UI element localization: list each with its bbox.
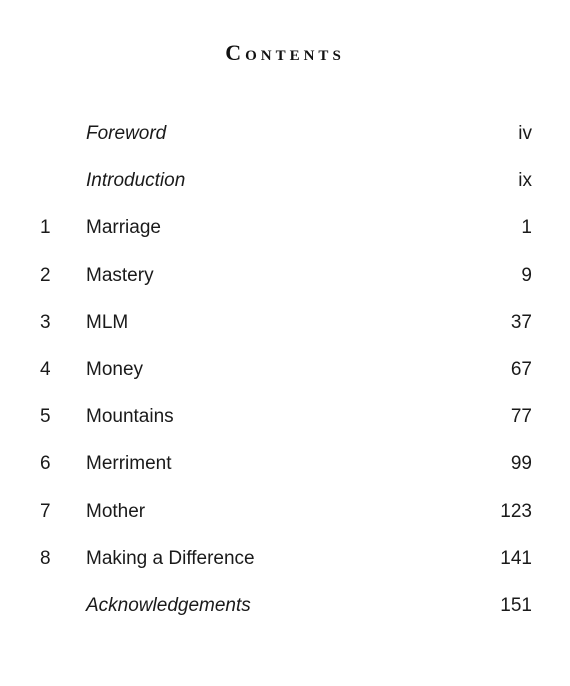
chapter-number: 2 xyxy=(40,264,51,286)
toc-list xyxy=(0,120,570,639)
chapter-title: Making a Difference xyxy=(86,547,255,569)
chapter-title: Introduction xyxy=(86,170,186,192)
chapter-title: Money xyxy=(86,358,144,380)
page-number: 1 xyxy=(521,217,532,239)
chapter-title: Marriage xyxy=(86,217,161,239)
chapter-title: Acknowledgements xyxy=(86,594,251,616)
chapter-number: 8 xyxy=(40,547,51,569)
chapter-number: 1 xyxy=(40,217,51,239)
chapter-number: 4 xyxy=(40,358,51,380)
chapter-number: 3 xyxy=(40,311,51,333)
page-title: Contents xyxy=(225,40,345,65)
chapter-title: Mastery xyxy=(86,264,154,286)
chapter-title: Mother xyxy=(86,500,146,522)
toc-entry-mastery[interactable] xyxy=(0,262,570,309)
toc-entry-money[interactable] xyxy=(0,356,570,403)
toc-entry-mlm[interactable] xyxy=(0,309,570,356)
page-number: 77 xyxy=(510,406,532,428)
toc-entry-mother[interactable] xyxy=(0,498,570,545)
page-number: 67 xyxy=(510,358,532,380)
chapter-title: MLM xyxy=(86,311,129,333)
chapter-title: Foreword xyxy=(86,123,167,144)
chapter-number: 6 xyxy=(40,453,51,475)
toc-entry-making-a-difference[interactable] xyxy=(0,545,570,592)
chapter-number: 5 xyxy=(40,406,51,428)
page-number: 123 xyxy=(500,500,532,522)
page-number: 99 xyxy=(510,453,532,475)
page-number: 141 xyxy=(500,547,532,569)
toc-entry-mountains[interactable] xyxy=(0,403,570,450)
chapter-title: Mountains xyxy=(86,406,174,428)
toc-entry-foreword[interactable] xyxy=(0,120,570,167)
page-number: 151 xyxy=(500,594,532,616)
toc-entry-marriage[interactable] xyxy=(0,214,570,261)
page-number: ix xyxy=(518,170,532,192)
chapter-number: 7 xyxy=(40,500,51,522)
chapter-title: Merriment xyxy=(86,453,172,475)
page-number: 37 xyxy=(510,311,532,333)
toc-entry-merriment[interactable] xyxy=(0,450,570,497)
page-number: iv xyxy=(518,123,532,144)
page-number: 9 xyxy=(521,264,532,286)
toc-entry-introduction[interactable] xyxy=(0,167,570,214)
toc-entry-acknowledgements[interactable] xyxy=(0,592,570,639)
